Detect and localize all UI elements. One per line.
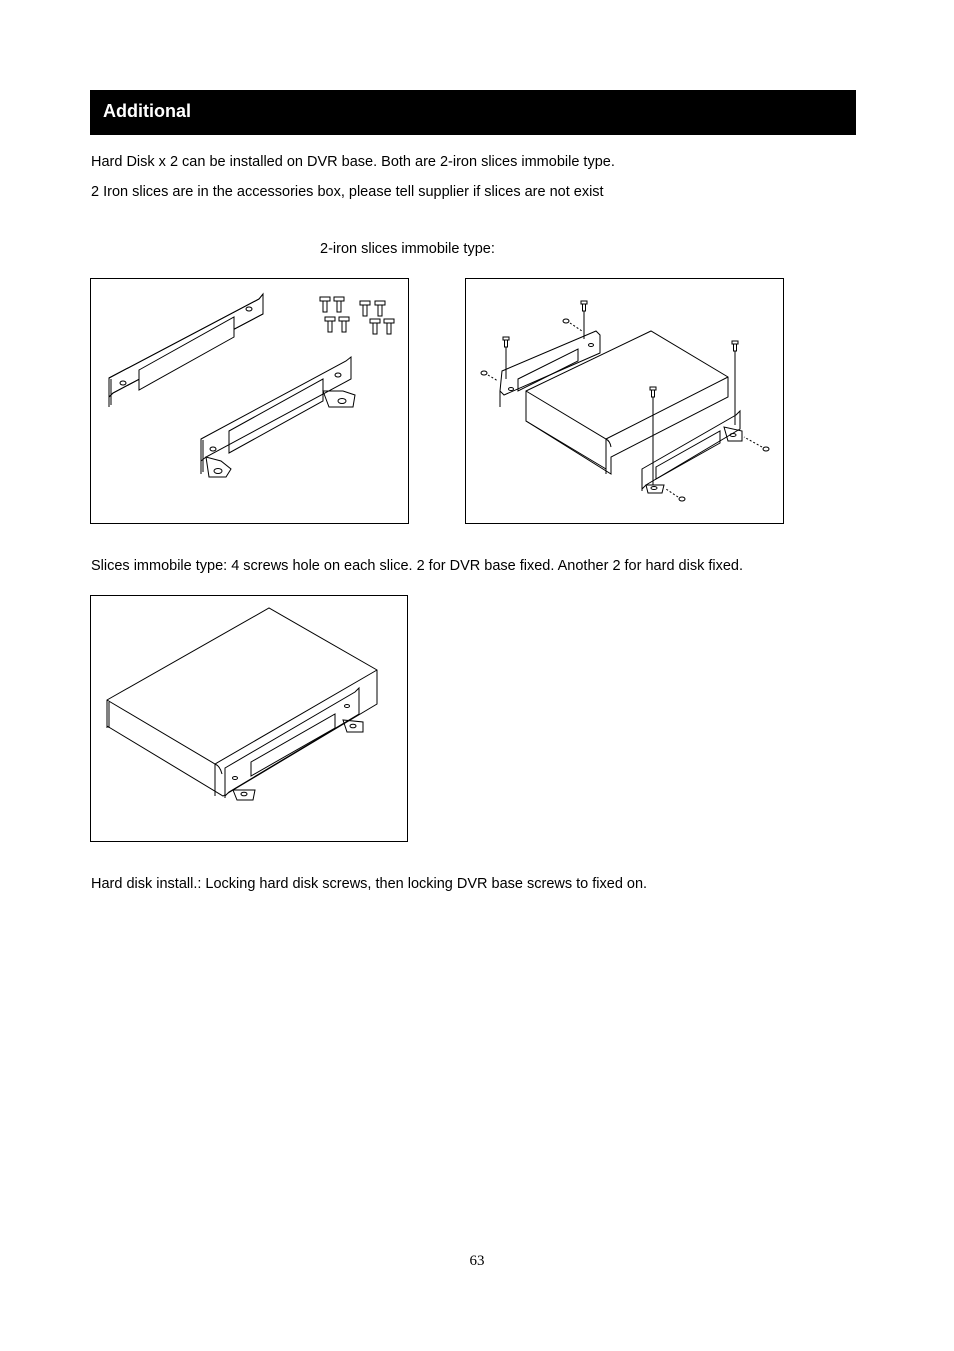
figure-caption: 2-iron slices immobile type: <box>320 241 495 257</box>
screw-icons <box>320 297 394 334</box>
page-number: 63 <box>469 1253 485 1269</box>
exploded-assembly-figure <box>465 278 784 524</box>
section-title: Additional <box>103 101 191 121</box>
intro-line-2: 2 Iron slices are in the accessories box, please tell supplier if slices are not exist <box>91 184 604 200</box>
brackets-illustration <box>91 279 410 525</box>
slices-description: Slices immobile type: 4 screws hole on each slice. 2 for DVR base fixed. Another 2 for hard disk fixed. <box>91 558 744 574</box>
install-instructions: Hard disk install.: Locking hard disk screws, then locking DVR base screws to fixed on. <box>91 876 648 892</box>
assembled-unit-figure <box>90 595 408 842</box>
brackets-and-screws-figure <box>90 278 409 524</box>
section-header <box>90 90 856 135</box>
intro-line-1: Hard Disk x 2 can be installed on DVR base. Both are 2-iron slices immobile type. <box>91 154 615 170</box>
assembled-illustration <box>91 596 409 843</box>
assembly-illustration <box>466 279 785 525</box>
